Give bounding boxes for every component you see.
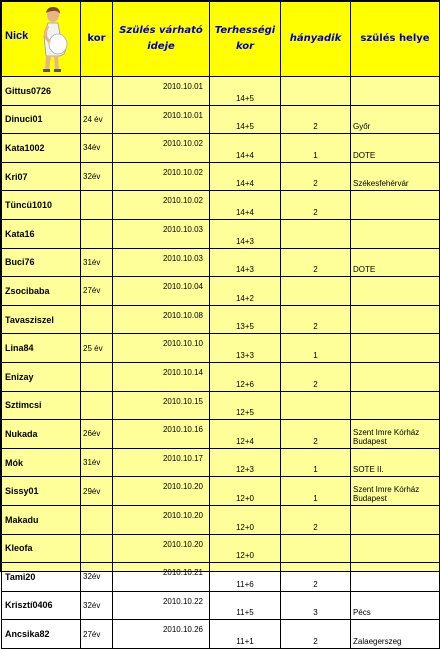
cell-kor[interactable]: 31év [81,448,113,477]
cell-pregnancy-week[interactable]: 14+5 [210,105,281,134]
header-place[interactable]: szülés helye [351,2,440,77]
cell-place[interactable] [351,505,440,534]
cell-nick[interactable]: Lina84 [2,334,81,363]
cell-place[interactable] [351,563,440,592]
cell-place[interactable] [351,362,440,391]
table-row[interactable] [2,334,440,363]
cell-kor[interactable] [81,77,113,106]
cell-place[interactable] [351,219,440,248]
table-row[interactable] [2,448,440,477]
cell-kor[interactable]: 32év [81,563,113,592]
cell-place[interactable]: DOTE [351,134,440,163]
cell-place[interactable] [351,77,440,106]
cell-due-date[interactable]: 2010.10.02 [113,191,210,220]
cell-nick[interactable]: Sissy01 [2,477,81,506]
table-row[interactable] [2,505,440,534]
cell-pregnancy-week[interactable]: 12+3 [210,448,281,477]
cell-due-date[interactable]: 2010.10.20 [113,505,210,534]
cell-place[interactable] [351,391,440,420]
cell-kor[interactable] [81,534,113,563]
cell-nth[interactable] [281,534,351,563]
cell-nth[interactable]: 2 [281,362,351,391]
cell-place[interactable] [351,191,440,220]
header-nick[interactable] [2,2,81,77]
cell-kor[interactable]: 32év [81,162,113,191]
header-nick-label: Nick [5,30,29,42]
table-row[interactable] [2,162,440,191]
table-row[interactable] [2,563,440,592]
cell-nick[interactable]: Tavasziszel [2,305,81,334]
cell-pregnancy-week[interactable]: 14+3 [210,219,281,248]
cell-kor[interactable]: 32év [81,591,113,620]
cell-pregnancy-week[interactable]: 12+0 [210,505,281,534]
cell-nick[interactable]: Ancsika82 [2,620,81,649]
cell-due-date[interactable]: 2010.10.10 [113,334,210,363]
cell-due-date[interactable]: 2010.10.21 [113,563,210,592]
cell-nth[interactable]: 2 [281,248,351,277]
cell-place[interactable]: Győr [351,105,440,134]
cell-pregnancy-week[interactable]: 12+6 [210,362,281,391]
cell-due-date[interactable]: 2010.10.15 [113,391,210,420]
pregnancy-table [1,1,440,649]
cell-kor[interactable]: 25 év [81,334,113,363]
cell-nick[interactable]: Kleofa [2,534,81,563]
cell-nth[interactable]: 1 [281,448,351,477]
cell-nth[interactable] [281,219,351,248]
cell-nick[interactable]: Kata16 [2,219,81,248]
cell-due-date[interactable]: 2010.10.14 [113,362,210,391]
cell-kor[interactable]: 34év [81,134,113,163]
cell-place[interactable]: Pécs [351,591,440,620]
table-row[interactable] [2,620,440,649]
cell-kor[interactable]: 27év [81,620,113,649]
cell-due-date[interactable]: 2010.10.22 [113,591,210,620]
cell-nth[interactable]: 2 [281,563,351,592]
cell-pregnancy-week[interactable]: 11+1 [210,620,281,649]
cell-nth[interactable]: 2 [281,305,351,334]
table-row[interactable] [2,591,440,620]
cell-due-date[interactable]: 2010.10.20 [113,534,210,563]
cell-nick[interactable]: Kata1002 [2,134,81,163]
cell-kor[interactable] [81,191,113,220]
header-pregnancy-week[interactable] [210,2,281,77]
cell-pregnancy-week[interactable]: 11+5 [210,591,281,620]
cell-nick[interactable]: Tüncü1010 [2,191,81,220]
cell-due-date[interactable]: 2010.10.02 [113,134,210,163]
table-row[interactable] [2,534,440,563]
cell-kor[interactable] [81,305,113,334]
header-kor[interactable]: kor [81,2,113,77]
cell-kor[interactable] [81,505,113,534]
cell-place[interactable]: SOTE II. [351,448,440,477]
cell-place[interactable] [351,277,440,306]
cell-nth[interactable]: 1 [281,334,351,363]
cell-place[interactable] [351,305,440,334]
cell-pregnancy-week[interactable]: 14+5 [210,77,281,106]
pregnant-woman-icon [30,6,76,74]
table-row[interactable] [2,219,440,248]
cell-nth[interactable] [281,77,351,106]
cell-nick[interactable]: Dinuci01 [2,105,81,134]
table-row[interactable] [2,477,440,506]
cell-place[interactable] [351,534,440,563]
cell-nick[interactable]: Tami20 [2,563,81,592]
header-row [2,2,440,77]
cell-kor[interactable]: 31év [81,248,113,277]
cell-place[interactable]: Zalaegerszeg [351,620,440,649]
cell-place[interactable]: Szent Imre Kórház Budapest [351,477,440,506]
cell-place[interactable]: Székesfehérvár [351,162,440,191]
header-due-date[interactable] [113,2,210,77]
table-row[interactable] [2,77,440,106]
cell-nick[interactable]: Makadu [2,505,81,534]
cell-pregnancy-week[interactable]: 13+3 [210,334,281,363]
cell-due-date[interactable]: 2010.10.01 [113,105,210,134]
cell-nick[interactable]: Krisztí0406 [2,591,81,620]
table-row[interactable] [2,362,440,391]
cell-nth[interactable]: 2 [281,505,351,534]
cell-pregnancy-week[interactable]: 14+4 [210,191,281,220]
cell-pregnancy-week[interactable]: 14+3 [210,248,281,277]
cell-nth[interactable]: 3 [281,591,351,620]
table-row[interactable] [2,420,440,449]
cell-due-date[interactable]: 2010.10.03 [113,248,210,277]
cell-pregnancy-week[interactable]: 12+5 [210,391,281,420]
table-row[interactable] [2,134,440,163]
cell-due-date[interactable]: 2010.10.26 [113,620,210,649]
cell-place[interactable]: Szent Imre Kórház Budapest [351,420,440,449]
header-due-date-line2: ideje [147,41,175,52]
cell-due-date[interactable]: 2010.10.03 [113,219,210,248]
cell-nth[interactable]: 1 [281,477,351,506]
cell-kor[interactable]: 24 év [81,105,113,134]
header-week-line1: Terhességi [214,25,276,36]
cell-kor[interactable]: 26év [81,420,113,449]
cell-due-date[interactable]: 2010.10.16 [113,420,210,449]
cell-nick[interactable]: Nukada [2,420,81,449]
cell-nick[interactable]: Kri07 [2,162,81,191]
header-due-date-line1: Szülés várható [119,25,203,36]
cell-nth[interactable]: 2 [281,620,351,649]
cell-kor[interactable] [81,362,113,391]
cell-due-date[interactable]: 2010.10.08 [113,305,210,334]
cell-nth[interactable] [281,277,351,306]
cell-due-date[interactable]: 2010.10.20 [113,477,210,506]
table-row[interactable] [2,391,440,420]
cell-nth[interactable] [281,391,351,420]
cell-pregnancy-week[interactable]: 12+0 [210,534,281,563]
cell-nth[interactable]: 2 [281,191,351,220]
cell-nick[interactable]: Sztimcsi [2,391,81,420]
cell-due-date[interactable]: 2010.10.02 [113,162,210,191]
cell-kor[interactable] [81,219,113,248]
cell-due-date[interactable]: 2010.10.17 [113,448,210,477]
cell-pregnancy-week[interactable]: 13+5 [210,305,281,334]
header-nth[interactable]: hányadik [281,2,351,77]
cell-nth[interactable]: 2 [281,162,351,191]
cell-kor[interactable]: 29év [81,477,113,506]
cell-nick[interactable]: Gittus0726 [2,77,81,106]
table-row[interactable] [2,105,440,134]
cell-pregnancy-week[interactable]: 14+2 [210,277,281,306]
cell-pregnancy-week[interactable]: 11+6 [210,563,281,592]
table-row[interactable] [2,277,440,306]
table-row[interactable] [2,248,440,277]
cell-kor[interactable] [81,391,113,420]
cell-nick[interactable]: Mók [2,448,81,477]
cell-nth[interactable]: 2 [281,105,351,134]
cell-nick[interactable]: Zsocibaba [2,277,81,306]
cell-pregnancy-week[interactable]: 12+4 [210,420,281,449]
cell-place[interactable]: DOTE [351,248,440,277]
cell-pregnancy-week[interactable]: 12+0 [210,477,281,506]
cell-pregnancy-week[interactable]: 14+4 [210,162,281,191]
cell-kor[interactable]: 27év [81,277,113,306]
cell-place[interactable] [351,334,440,363]
header-week-line2: kor [235,41,255,52]
cell-due-date[interactable]: 2010.10.01 [113,77,210,106]
cell-pregnancy-week[interactable]: 14+4 [210,134,281,163]
table-row[interactable] [2,305,440,334]
cell-nth[interactable]: 1 [281,134,351,163]
cell-nick[interactable]: Buci76 [2,248,81,277]
cell-nick[interactable]: Enizay [2,362,81,391]
table-row[interactable] [2,191,440,220]
cell-due-date[interactable]: 2010.10.04 [113,277,210,306]
cell-nth[interactable]: 2 [281,420,351,449]
